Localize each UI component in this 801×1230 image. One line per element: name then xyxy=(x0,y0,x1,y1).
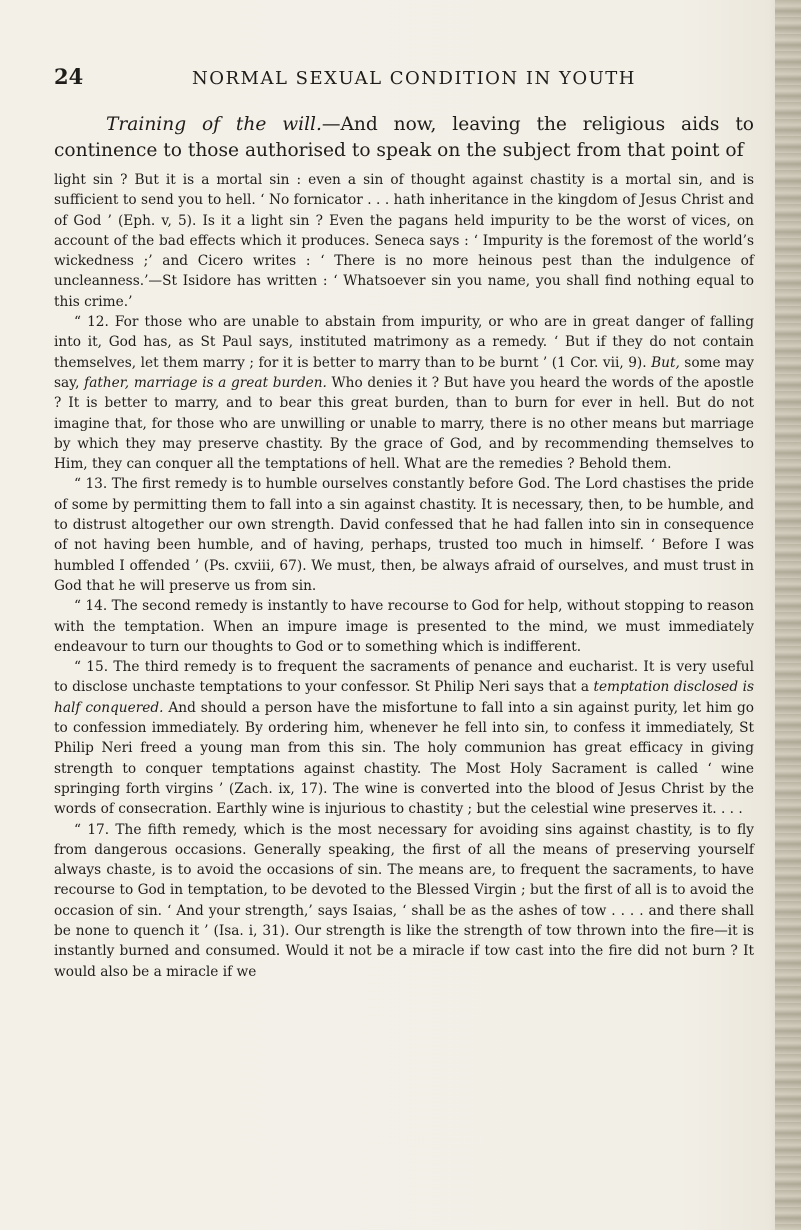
para-12-text-a: “ 12. For those who are unable to abstain from impurity, or who are in great danger of falling into it, God has, as St Paul says, instituted matrimony as a remedy. ‘ But if they do not contain themselves, let them marry ; for it is better to marry than to be burnt ’ (1 Cor. vii, 9). xyxy=(54,314,754,371)
running-title: NORMAL SEXUAL CONDITION IN YOUTH xyxy=(192,68,636,89)
intro-paragraph xyxy=(54,112,754,164)
para-12-text-b: some may say, xyxy=(54,354,754,391)
quote-paragraph-14: “ 14. The second remedy is instantly to have recourse to God for help, without stopping to reason with the temptation. When an impure image is presented to the mind, we must immediately endeavour to turn our thoughts to God or to something which is indifferent. xyxy=(54,598,754,655)
quote-paragraph-15 xyxy=(54,657,754,819)
para-12-emphasis-but: But, xyxy=(651,354,680,371)
quoted-passage xyxy=(54,170,754,982)
book-spine-edge xyxy=(775,0,801,1230)
section-heading: Training of the will. xyxy=(106,114,322,135)
page-header xyxy=(54,64,754,94)
para-12-emphasis-burden: father, marriage is a great burden. xyxy=(84,374,327,391)
quote-paragraph-continuation: light sin ? But it is a mortal sin : even a sin of thought against chastity is a mortal sin, and is sufficient to send you to hell. ‘ No fornicator . . . hath inheritance in the kingdom of Jesus Christ and of God ’ (Eph. v, 5). Is it a light sin ? Even the pagans held impurity to be the worst of vices, on account of the bad effects which it produces. Seneca says : ‘ Impurity is the foremost of the world’s wickedness ;’ and Cicero writes : ‘ There is no more heinous pest than the indulgence of uncleanness.’—St Isidore has written : ‘ Whatsoever sin you name, you shall find nothing equal to this crime.’ xyxy=(54,172,754,310)
para-15-emphasis: temptation disclosed is half conquered. xyxy=(54,679,754,716)
intro-text: —And now, leaving the religious aids to continence to those authorised to speak on the subject from that point of xyxy=(54,114,754,161)
quote-paragraph-17: “ 17. The fifth remedy, which is the most necessary for avoiding sins against chastity, is to fly from dangerous occasions. Generally speaking, the first of all the means of preserving yourself always chaste, is to avoid the occasions of sin. The means are, to frequent the sacraments, to have recourse to God in temptation, to be devoted to the Blessed Virgin ; but the first of all is to avoid the occasion of sin. ‘ And your strength,’ says Isaias, ‘ shall be as the ashes of tow . . . . and there shall be none to quench it ’ (Isa. i, 31). Our strength is like the strength of tow thrown into the fire—it is instantly burned and consumed. Would it not be a miracle if tow cast into the fire did not burn ? It would also be a miracle if we xyxy=(54,821,754,980)
para-15-text-b: And should a person have the misfortune to fall into a sin against purity, let him go to confession immediately. By ordering him, whenever he fell into sin, to confess it immediately, St Philip Neri freed a young man from this sin. The holy communion has great efficacy in giving strength to conquer temptations against chastity. The Most Holy Sacrament is called ‘ wine springing forth virgins ’ (Zach. ix, 17). The wine is converted into the blood of Jesus Christ by the words of consecration. Earthly wine is injurious to chastity ; but the celestial wine preserves it. . . . xyxy=(54,699,754,818)
page-number: 24 xyxy=(54,64,84,89)
quote-paragraph-13: “ 13. The first remedy is to humble ourselves constantly before God. The Lord chastises the pride of some by permitting them to fall into a sin against chastity. It is necessary, then, to be humble, and to distrust altogether our own strength. David confessed that he had fallen into sin in consequence of not having been humble, and of having, perhaps, trusted too much in himself. ‘ Before I was humbled I offended ’ (Ps. cxviii, 67). We must, then, be always afraid of ourselves, and must trust in God that he will preserve us from sin. xyxy=(54,476,754,594)
para-15-text-a: “ 15. The third remedy is to frequent the sacraments of penance and eucharist. It is very useful to disclose unchaste temptations to your confessor. St Philip Neri says that a xyxy=(54,659,754,696)
quote-paragraph-12 xyxy=(54,312,754,474)
para-12-text-c: Who denies it ? But have you heard the words of the apostle ? It is better to marry, and to bear this great burden, than to burn for ever in hell. But do not imagine that, for those who are unwilling or unable to marry, there is no other means but marriage by which they may preserve chastity. By the grace of God, and by recommending themselves to Him, they can conquer all the temptations of hell. What are the remedies ? Behold them. xyxy=(54,374,754,473)
